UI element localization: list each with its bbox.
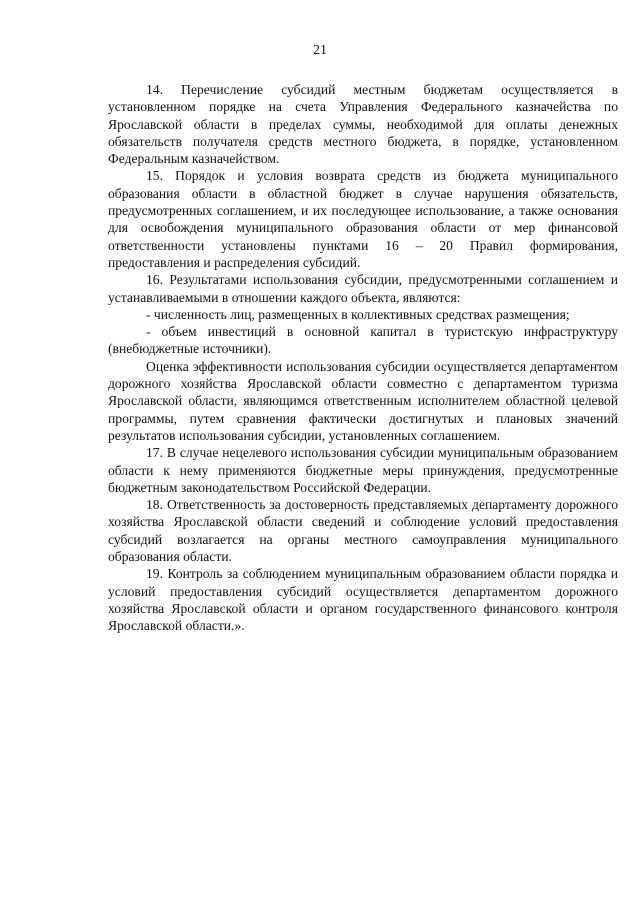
paragraph-15: 15. Порядок и условия возврата средств из бюджета муниципального образования области в областной бюджет в случае нарушения обязательств, предусмотренных соглашением, и их последующее использование, а также основания для освобождения муниципального образования области от мер финансовой ответственности установлены пунктами 16 – 20 Правил формирования, предоставления и распределения субсидий.	[108, 168, 618, 270]
paragraph-18: 18. Ответственность за достоверность представляемых департаменту дорожного хозяйства Ярославской области сведений и соблюдение условий предоставления субсидий возлагается на органы местного самоуправления муниципального образования области.	[108, 497, 618, 565]
document-body	[108, 81, 618, 635]
paragraph-17: 17. В случае нецелевого использования субсидии муниципальным образованием области к нему применяются бюджетные меры принуждения, предусмотренные бюджетным законодательством Российской Федерации.	[108, 445, 618, 495]
paragraph-16: 16. Результатами использования субсидии, предусмотренными соглашением и устанавливаемыми в отношении каждого объекта, являются:	[108, 272, 618, 305]
list-item-persons-count: - численность лиц, размещенных в коллективных средствах размещения;	[146, 306, 570, 322]
paragraph-efficiency-assessment: Оценка эффективности использования субсидии осуществляется департаментом дорожного хозяйства Ярославской области совместно с департаментом туризма Ярославской области, являющимся ответственным исполнителем областной целевой программы, путем сравнения фактически достигнутых и плановых значений результатов использования субсидии, установленных соглашением.	[108, 358, 618, 443]
paragraph-19: 19. Контроль за соблюдением муниципальным образованием области порядка и условий предоставления субсидий осуществляется департаментом дорожного хозяйства Ярославской области и органом государственного финансового контроля Ярославской области.».	[108, 566, 618, 634]
page-number: 21	[313, 43, 327, 58]
list-item-investments: - объем инвестиций в основной капитал в туристскую инфраструктуру (внебюджетные источники).	[108, 324, 618, 357]
paragraph-14: 14. Перечисление субсидий местным бюджетам осуществляется в установленном порядке на счета Управления Федерального казначейства по Ярославской области в пределах суммы, необходимой для оплаты денежных обязательств получателя средств местного бюджета, в порядке, установленном Федеральным казначейством.	[108, 82, 618, 167]
